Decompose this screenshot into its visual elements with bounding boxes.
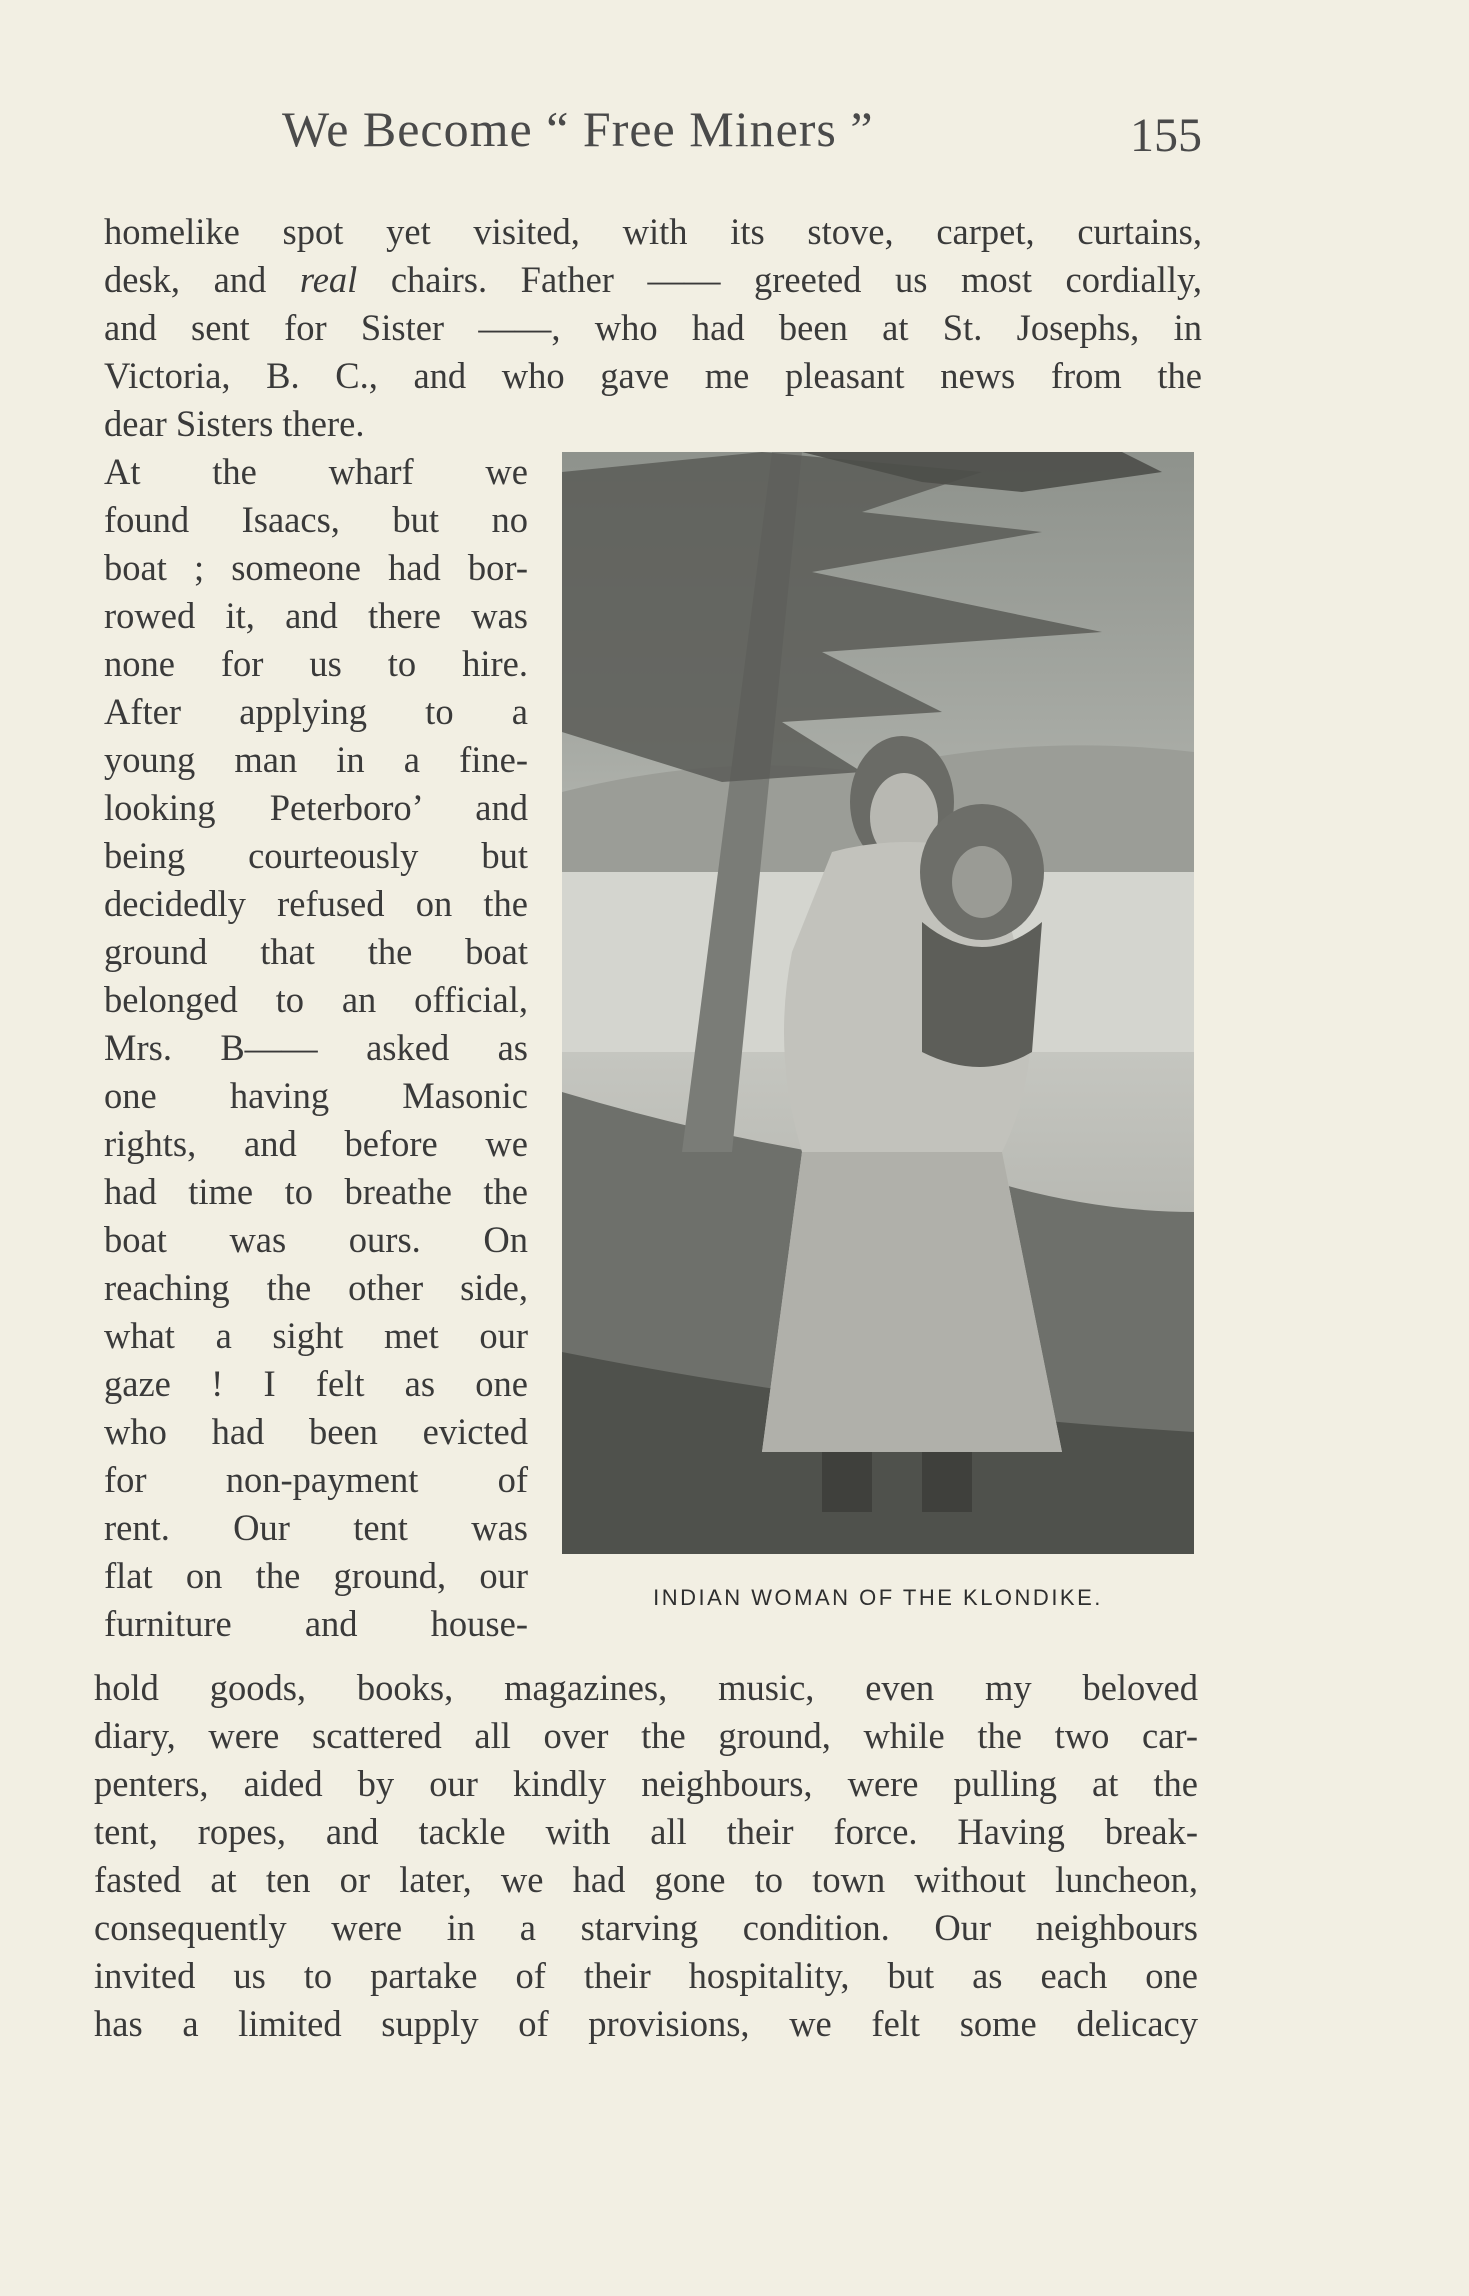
- text-line: had time to breathe the: [104, 1171, 528, 1212]
- text-line: dear Sisters there.: [104, 403, 365, 444]
- text-line: furniture and house-: [104, 1603, 528, 1644]
- text-line: one having Masonic: [104, 1075, 528, 1116]
- text-line: rent. Our tent was: [104, 1507, 528, 1548]
- text-fragment: desk, and real chairs. Father —— greeted us most cordially,: [104, 259, 1203, 300]
- text-line: homelike spot yet visited, with its stove, carpet, curtains,: [104, 211, 1202, 252]
- text-line: Victoria, B. C., and who gave me pleasant news from the: [104, 355, 1202, 396]
- text-line: boat was ours. On: [104, 1219, 528, 1260]
- text-line: ground that the boat: [104, 931, 528, 972]
- page-number: 155: [1130, 109, 1202, 162]
- text-line: being courteously but: [104, 835, 528, 876]
- text-line: hold goods, books, magazines, music, even my beloved: [94, 1667, 1198, 1708]
- text-line: decidedly refused on the: [104, 883, 528, 924]
- figure-caption: INDIAN WOMAN OF THE KLONDIKE.: [653, 1585, 1103, 1610]
- text-line: penters, aided by our kindly neighbours, were pulling at the: [94, 1763, 1198, 1804]
- running-title: We Become “ Free Miners ”: [282, 101, 874, 157]
- text-line: who had been evicted: [104, 1411, 528, 1452]
- text-line: what a sight met our: [104, 1315, 528, 1356]
- photograph: [562, 452, 1194, 1554]
- text-line: has a limited supply of provisions, we felt some delicacy: [94, 2003, 1198, 2044]
- text-line: looking Peterboro’ and: [104, 787, 528, 828]
- text-line: for non-payment of: [104, 1459, 528, 1500]
- text-line: none for us to hire.: [104, 643, 528, 684]
- text-line: belonged to an official,: [104, 979, 528, 1020]
- text-line: Mrs. B—— asked as: [104, 1027, 528, 1068]
- text-line: consequently were in a starving condition. Our neighbours: [94, 1907, 1198, 1948]
- text-line: invited us to partake of their hospitality, but as each one: [94, 1955, 1198, 1996]
- text-line: flat on the ground, our: [104, 1555, 528, 1596]
- photo-illustration: [562, 452, 1194, 1554]
- text-line: diary, were scattered all over the ground, while the two car-: [94, 1715, 1198, 1756]
- text-line: After applying to a: [104, 691, 528, 732]
- text-line: rowed it, and there was: [104, 595, 528, 636]
- text-line: rights, and before we: [104, 1123, 528, 1164]
- text-line: reaching the other side,: [104, 1267, 528, 1308]
- text-line: tent, ropes, and tackle with all their force. Having break-: [94, 1811, 1198, 1852]
- text-line: and sent for Sister ——, who had been at St. Josephs, in: [104, 307, 1202, 348]
- text-line: boat ; someone had bor-: [104, 547, 528, 588]
- text-line: gaze ! I felt as one: [104, 1363, 528, 1404]
- text-line: fasted at ten or later, we had gone to town without luncheon,: [94, 1859, 1198, 1900]
- text-line: young man in a fine-: [104, 739, 528, 780]
- text-line: found Isaacs, but no: [104, 499, 528, 540]
- text-line: [104, 256, 1202, 304]
- text-line: At the wharf we: [104, 451, 528, 492]
- page-header: [0, 100, 1469, 170]
